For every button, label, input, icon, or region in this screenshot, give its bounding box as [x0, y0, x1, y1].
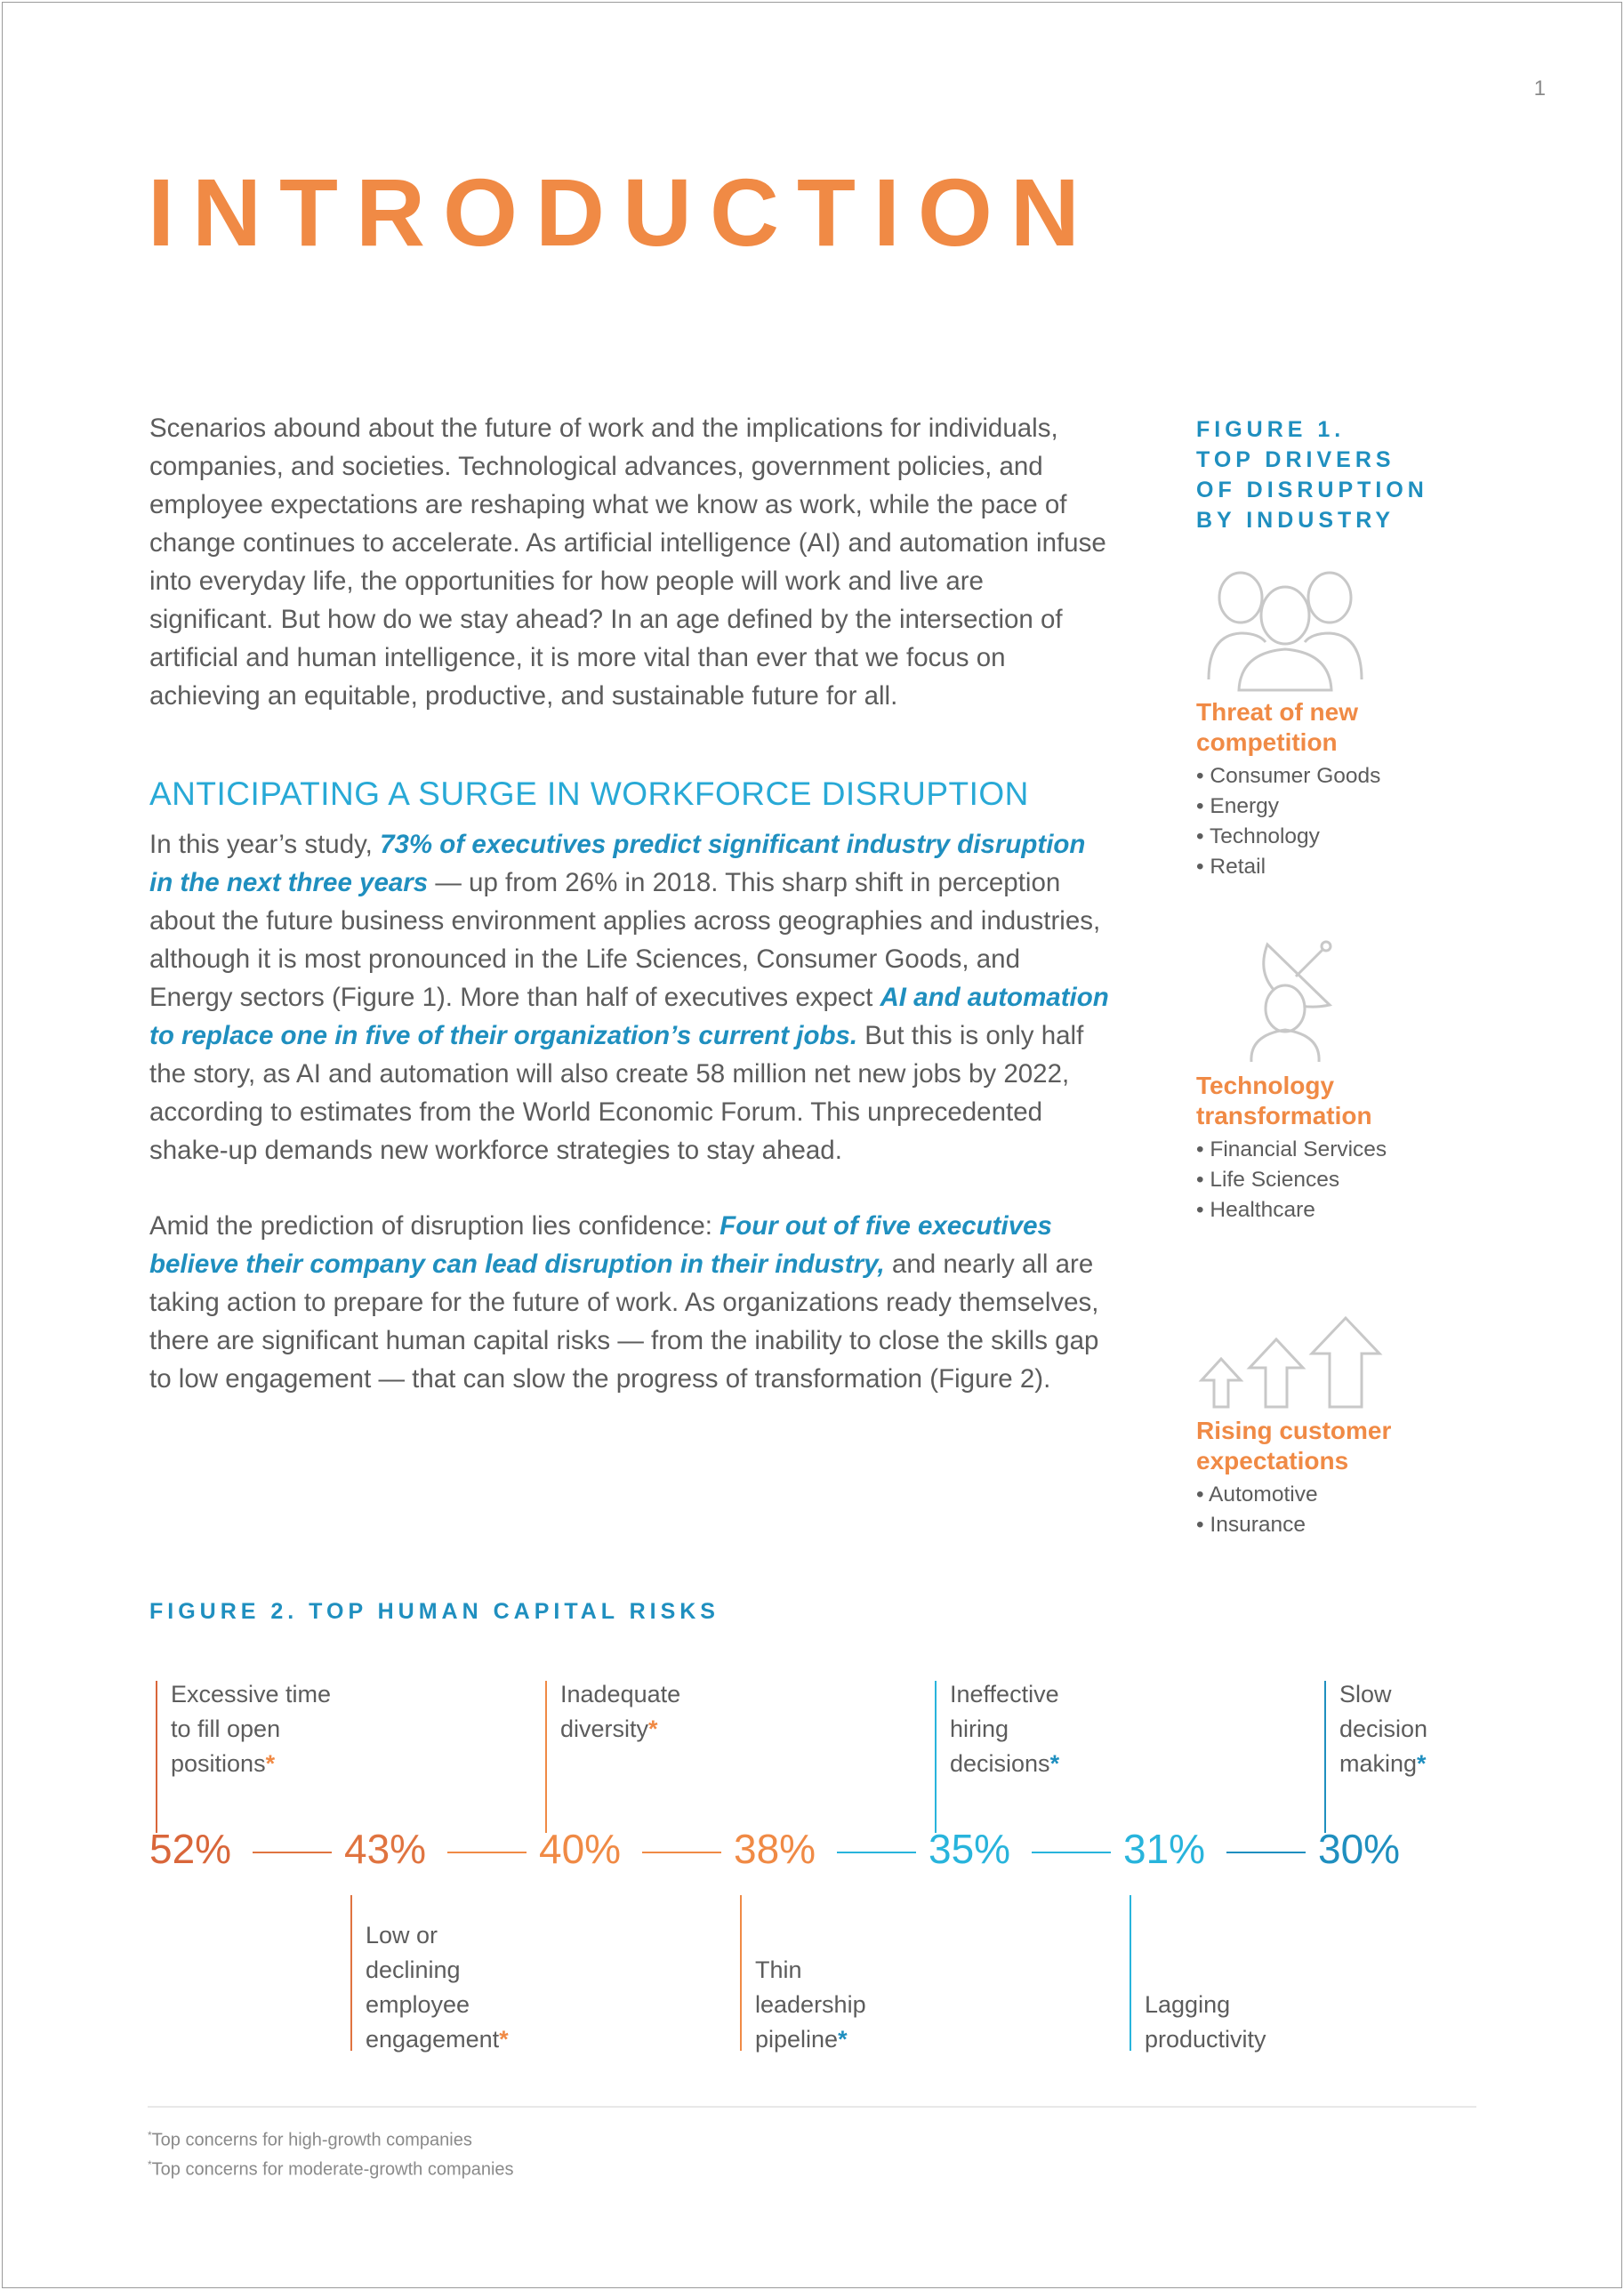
driver-technology-transformation: [1196, 937, 1481, 1225]
risk-label: declining: [366, 1957, 461, 1983]
highlight-text: 73% of executives predict significant industry disruption in the next three years: [149, 830, 1086, 897]
text-run: Amid the prediction of disruption lies confidence:: [149, 1211, 720, 1241]
figure-2-title: FIGURE 2. TOP HUMAN CAPITAL RISKS: [149, 1599, 720, 1624]
text-run: But this is only half the story, as AI and automation will also create 58 million net new jobs by 2022, according to estimates from the World Economic Forum. This unprecedented shake-up demands new workforce strategies to stay ahead.: [149, 1021, 1084, 1165]
risk-label: Lagging: [1145, 1991, 1231, 2018]
page-title: INTRODUCTION: [148, 158, 1097, 266]
risk-label: hiring: [950, 1715, 1009, 1742]
risk-label: to fill open: [171, 1715, 281, 1742]
text-run: and nearly all are taking action to prepare for the future of work. As organizations ready themselves, there are significant human capital risks — from the inability to close the skills gap to low engagement — that can slow the progress of transformation (Figure 2).: [149, 1249, 1099, 1394]
footnote-mark: *: [148, 2157, 152, 2171]
text-run: In this year’s study,: [149, 830, 381, 859]
risk-label: productivity: [1145, 2026, 1266, 2053]
risk-value: 40%: [539, 1826, 622, 1872]
risk-label: pipeline*: [755, 2026, 848, 2053]
industry-item: • Life Sciences: [1196, 1168, 1340, 1192]
section-paragraph-2: [149, 1207, 1110, 1398]
rising-arrows-icon: [1196, 1282, 1392, 1416]
driver-name: Technology transformation: [1196, 1072, 1372, 1129]
satellite-dish-person-icon: [1196, 937, 1374, 1071]
risk-marker: *: [838, 2026, 848, 2053]
risk-label: Ineffective: [950, 1681, 1059, 1707]
risk-label: positions*: [171, 1750, 276, 1777]
risk-marker: *: [499, 2026, 509, 2053]
industry-item: • Insurance: [1196, 1513, 1306, 1537]
people-group-icon: [1196, 564, 1374, 697]
risk-marker: *: [1417, 1750, 1427, 1777]
figure-1: [1196, 414, 1481, 1537]
risk-value: 43%: [344, 1826, 427, 1872]
footnotes: [148, 2124, 514, 2182]
page-number: 1: [1533, 76, 1546, 100]
driver-name: Threat of new competition: [1196, 698, 1359, 756]
driver-name: Rising customer expectations: [1196, 1417, 1392, 1474]
footnote-divider: [148, 2106, 1476, 2108]
text-run: — up from 26% in 2018. This sharp shift in perception about the future business environment applies across geographies and industries, although it is most pronounced in the Life Sciences, Consumer Goods, and Energy sectors (Figure 1). More than half of executives expect: [149, 868, 1101, 1012]
risk-marker: *: [1049, 1750, 1060, 1777]
risk-label: engagement*: [366, 2026, 509, 2053]
industry-item: • Financial Services: [1196, 1137, 1387, 1161]
figure-1-title-line: OF DISRUPTION: [1196, 478, 1428, 502]
industry-item: • Healthcare: [1196, 1198, 1315, 1222]
footnote-text: Top concerns for high-growth companies: [151, 2130, 472, 2150]
risk-label: Inadequate: [560, 1681, 681, 1707]
risk-value: 30%: [1318, 1826, 1401, 1872]
risk-label: leadership: [755, 1991, 866, 2018]
risk-label: making*: [1339, 1750, 1427, 1777]
risk-value: 52%: [149, 1826, 232, 1872]
industry-item: • Retail: [1196, 855, 1266, 879]
risk-label: Slow: [1339, 1681, 1392, 1707]
risk-label: Excessive time: [171, 1681, 332, 1707]
highlight-text: Four out of five executives believe their company can lead disruption in their industry,: [149, 1211, 1052, 1279]
highlight-text: AI and automation to replace one in five of their organization’s current jobs.: [149, 983, 1109, 1050]
risk-label: Thin: [755, 1957, 802, 1983]
risk-label: Low or: [366, 1922, 438, 1949]
footnote: [148, 2153, 514, 2182]
intro-paragraph: Scenarios abound about the future of work and the implications for individuals, companies, and societies. Technological advances, government policies, and employee expectations are reshaping what we know as work, while the pace of change continues to accelerate. As artificial intelligence (AI) and automation infuse into everyday life, the opportunities for how people will work and live are significant. But how do we stay ahead? In an age defined by the intersection of artificial and human intelligence, it is more vital than ever that we focus on achieving an equitable, productive, and sustainable future for all.: [149, 414, 1106, 711]
figure-1-title-line: BY INDUSTRY: [1196, 508, 1395, 533]
industry-list: [1196, 1135, 1481, 1225]
driver-customer-expectations: [1196, 1282, 1481, 1540]
risk-value: 35%: [929, 1826, 1011, 1872]
risk-label: decision: [1339, 1715, 1428, 1742]
industry-item: • Technology: [1196, 824, 1320, 848]
section-paragraph-1: [149, 825, 1110, 1169]
figure-1-title-line: TOP DRIVERS: [1196, 447, 1395, 472]
figure-1-title: [1196, 414, 1481, 535]
driver-new-competition: [1196, 564, 1481, 882]
risk-label: diversity*: [560, 1715, 658, 1742]
industry-item: • Automotive: [1196, 1482, 1318, 1507]
risk-value: 31%: [1123, 1826, 1206, 1872]
risk-label: employee: [366, 1991, 470, 2018]
risk-label: decisions*: [950, 1750, 1060, 1777]
figure-1-title-line: FIGURE 1.: [1196, 417, 1346, 442]
industry-item: • Consumer Goods: [1196, 764, 1381, 788]
footnote-mark: *: [148, 2129, 152, 2141]
risk-marker: *: [648, 1715, 658, 1742]
industry-list: [1196, 761, 1481, 882]
main-column: [149, 409, 1110, 1398]
footnote-text: Top concerns for moderate-growth companies: [151, 2159, 514, 2180]
industry-list: [1196, 1480, 1481, 1540]
section-heading: ANTICIPATING A SURGE IN WORKFORCE DISRUPTION: [149, 775, 1029, 812]
risk-value: 38%: [734, 1826, 816, 1872]
risk-marker: *: [265, 1750, 276, 1777]
industry-item: • Energy: [1196, 794, 1280, 818]
footnote: [148, 2124, 514, 2153]
